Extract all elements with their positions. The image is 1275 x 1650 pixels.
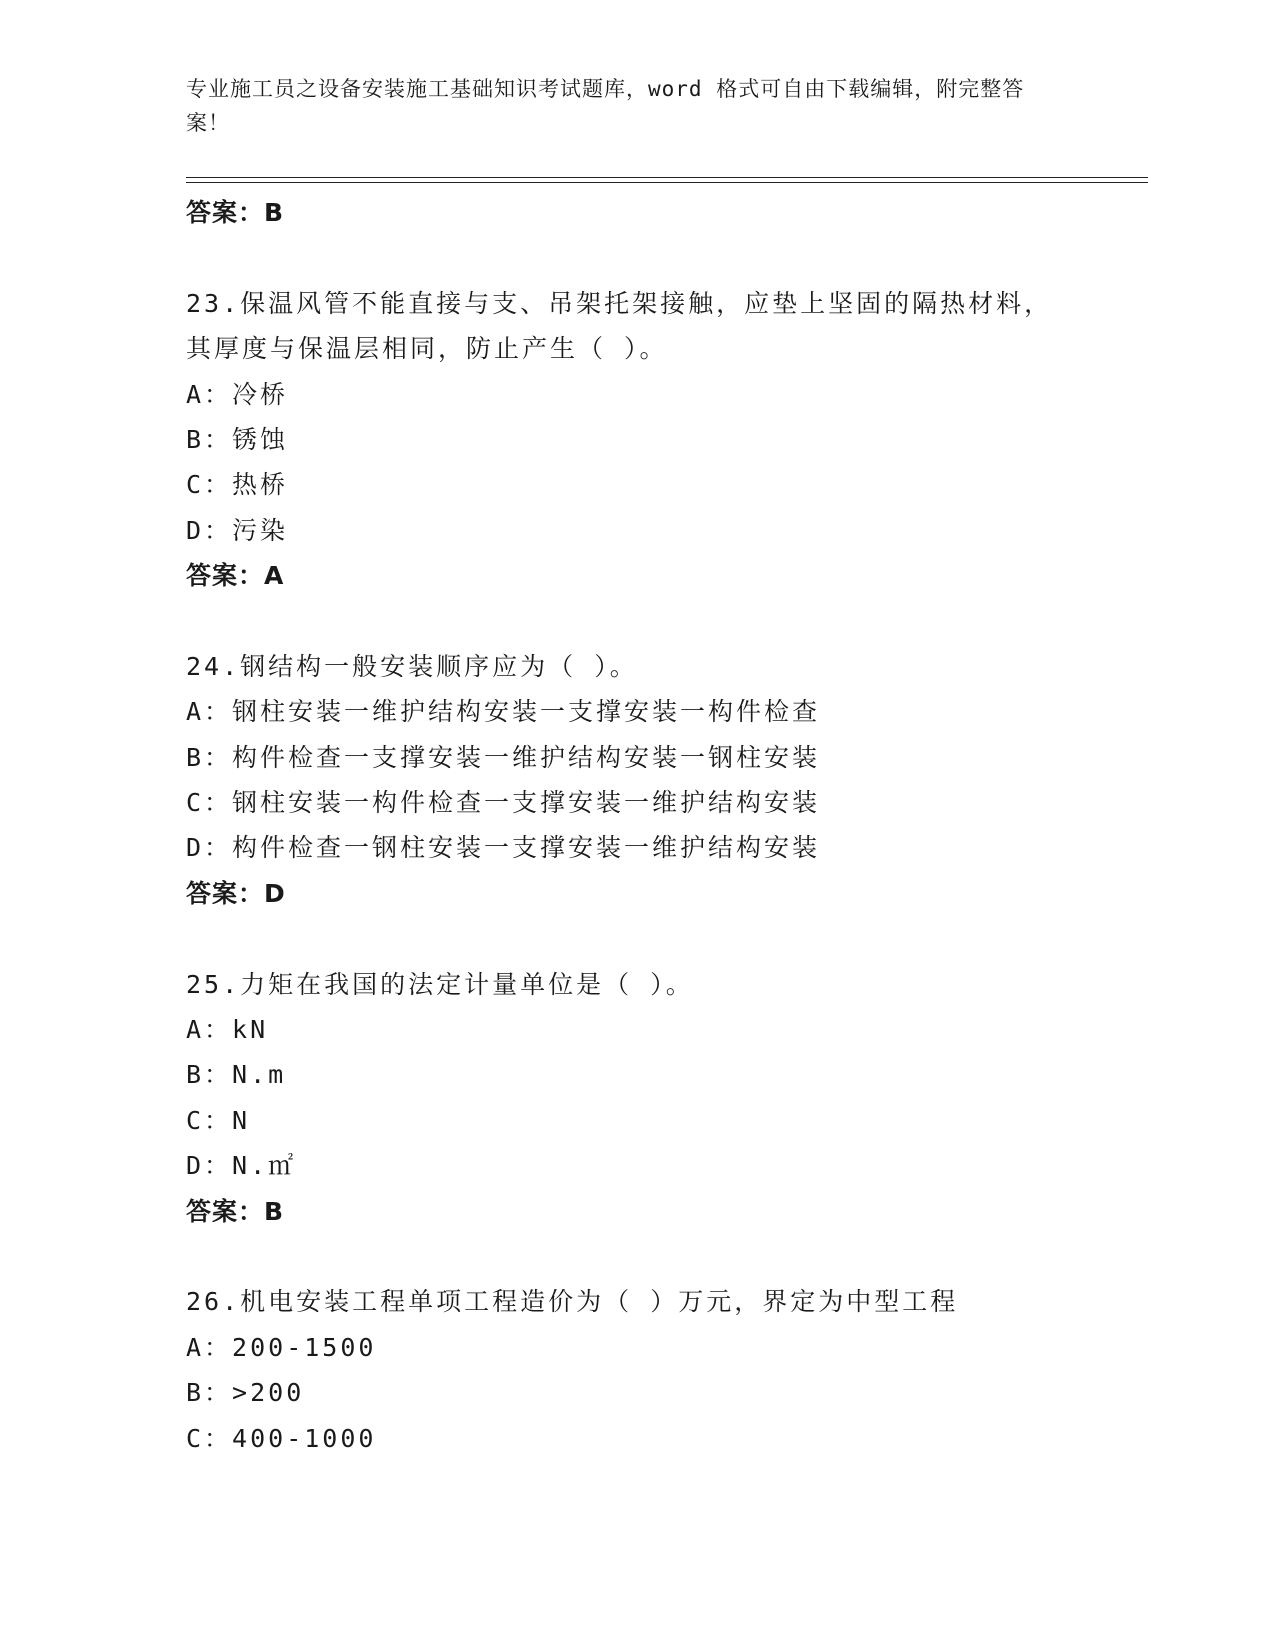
option-c: C：热桥 (186, 470, 289, 500)
option-b: B：锈蚀 (186, 424, 289, 454)
option-c: C：钢柱安装一构件检查一支撑安装一维护结构安装 (186, 788, 821, 818)
option-b: B：>200 (186, 1378, 305, 1408)
option-a: A：冷桥 (186, 379, 289, 409)
question-stem: 其厚度与保温层相同，防止产生（ ）。 (186, 334, 668, 364)
question-26 (186, 1279, 1148, 1461)
option-d: D：N.㎡ (186, 1151, 297, 1181)
question-stem: 23.保温风管不能直接与支、吊架托架接触，应垫上坚固的隔热材料， (186, 288, 1053, 318)
question-23 (186, 281, 1148, 599)
option-b: B：构件检查一支撑安装一维护结构安装一钢柱安装 (186, 742, 821, 772)
question-stem: 26.机电安装工程单项工程造价为（ ）万元，界定为中型工程 (186, 1287, 959, 1317)
option-a: A：钢柱安装一维护结构安装一支撑安装一构件检查 (186, 697, 821, 727)
option-c: C：N (186, 1105, 251, 1135)
question-stem: 24.钢结构一般安装顺序应为（ ）。 (186, 651, 638, 681)
option-c: C：400-1000 (186, 1423, 377, 1453)
answer-line: 答案：D (186, 878, 286, 908)
answer-line: 答案：B (186, 198, 285, 227)
option-a: A：kN (186, 1015, 269, 1045)
question-stem: 25.力矩在我国的法定计量单位是（ ）。 (186, 969, 694, 999)
document-header: 专业施工员之设备安装施工基础知识考试题库，word 格式可自由下载编辑，附完整答案！ (186, 77, 1025, 135)
option-d: D：构件检查一钢柱安装一支撑安装一维护结构安装 (186, 833, 821, 863)
answer-line: 答案：A (186, 561, 285, 591)
question-24 (186, 644, 1148, 916)
header-rule-top (186, 177, 1148, 178)
question-list (186, 190, 1148, 1461)
option-a: A：200-1500 (186, 1332, 377, 1362)
question-25 (186, 962, 1148, 1234)
answer-line: 答案：B (186, 1196, 285, 1226)
option-d: D：污染 (186, 515, 289, 545)
header-rule-bottom (186, 182, 1148, 183)
option-b: B：N.m (186, 1060, 287, 1090)
